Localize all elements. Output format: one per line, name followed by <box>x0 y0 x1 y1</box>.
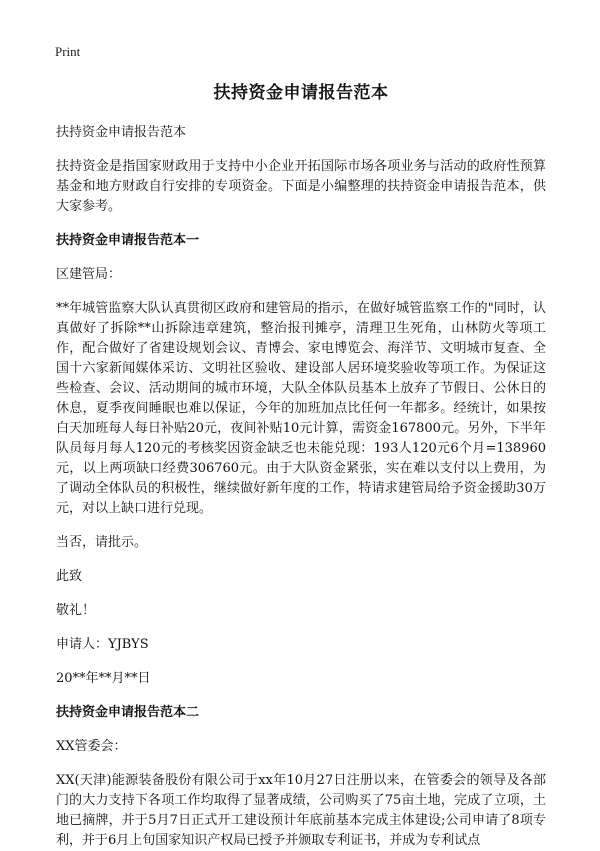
page-title: 扶持资金申请报告范本 <box>213 83 389 103</box>
section1-body: **年城管监察大队认真贯彻区政府和建管局的指示，在做好城管监察工作的"同时，认真做好了拆除**山拆除违章建筑，整治报刊摊亭，清理卫生死角，山林防火等项工作，配合做好了省建设规划会议、青博会、家电博览会、海洋节、文明城市复查、全国十六家新闻媒体采访、文明社区验收、建设部人居环境奖验收等项工作。为保证这些检查、会议、活动期间的城市环境，大队全体队员基本上放弃了节假日、公休日的休息，夏季夜间睡眠也难以保证，今年的加班加点比任何一年都多。经统计，如果按白天加班每人每日补贴20元，夜间补贴10元计算，需资金167800元。另外，下半年队员每月每人120元的考核奖因资金缺乏也未能兑现：193人120元6个月=138960元，以上两项缺口经费306760元。由于大队资金紧张，实在难以支付以上费用，为了调动全体队员的积极性，继续做好新年度的工作，特请求建管局给予资金援助30万元，对以上缺口进行兑现。 <box>56 301 546 516</box>
section1-heading: 扶持资金申请报告范本一 <box>56 233 200 248</box>
section1-date: 20**年**月**日 <box>56 671 151 686</box>
section1-closing-request: 当否，请批示。 <box>56 535 148 550</box>
intro-paragraph: 扶持资金是指国家财政用于支持中小企业开拓国际市场各项业务与活动的政府性预算基金和地方财政自行安排的专项资金。下面是小编整理的扶持资金申请报告范本，供大家参考。 <box>56 159 546 214</box>
section2-salutation: XX管委会： <box>56 739 127 754</box>
print-link[interactable]: Print <box>55 44 81 59</box>
document-body <box>56 78 546 851</box>
section2-body: XX(天津)能源装备股份有限公司于xx年10月27日注册以来，在管委会的领导及各部门的大力支持下各项工作均取得了显著成绩，公司购买了75亩土地，完成了立项，土地已摘牌，并于5月7日正式开工建设预计年底前基本完成主体建设;公司申请了8项专利，并于6月上旬国家知识产权局已授予并颁取专利证书，并成为专利试点 <box>56 773 546 848</box>
doc-subtitle: 扶持资金申请报告范本 <box>56 125 187 140</box>
section2-heading: 扶持资金申请报告范本二 <box>56 705 200 720</box>
section1-applicant: 申请人：YJBYS <box>56 637 149 652</box>
section1-closing-jingli: 敬礼！ <box>56 603 96 618</box>
section1-closing-zhici: 此致 <box>56 569 83 584</box>
section1-salutation: 区建管局： <box>56 267 122 282</box>
